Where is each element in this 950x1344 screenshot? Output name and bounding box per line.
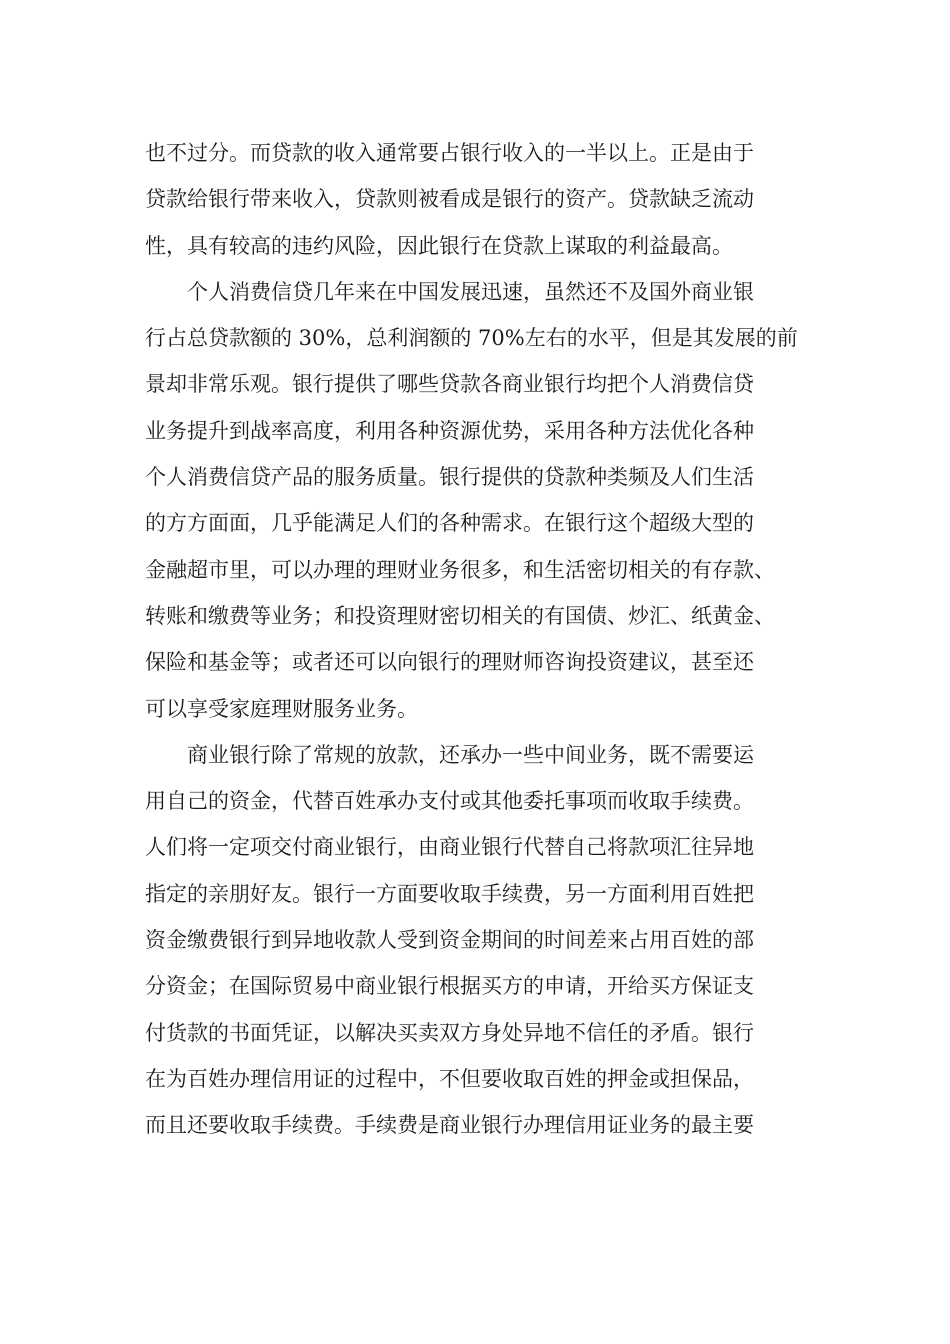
text-line: 保险和基金等；或者还可以向银行的理财师咨询投资建议，甚至还 [145, 650, 754, 675]
text-line: 付货款的书面凭证，以解决买卖双方身处异地不信任的矛盾。银行 [145, 1020, 754, 1045]
text-line: 个人消费信贷几年来在中国发展迅速，虽然还不及国外商业银 [187, 279, 754, 304]
paragraph [145, 732, 825, 1149]
body-text [145, 130, 825, 1149]
text-line: 指定的亲朋好友。银行一方面要收取手续费，另一方面利用百姓把 [145, 881, 754, 906]
paragraph [145, 269, 825, 732]
text-line: 资金缴费银行到异地收款人受到资金期间的时间差来占用百姓的部 [145, 928, 754, 953]
text-line: 业务提升到战率高度，利用各种资源优势，采用各种方法优化各种 [145, 418, 754, 443]
text-line: 行占总贷款额的 30%，总利润额的 70%左右的水平，但是其发展的前 [145, 326, 798, 351]
text-line: 可以享受家庭理财服务业务。 [145, 696, 418, 721]
text-line: 的方方面面，几乎能满足人们的各种需求。在银行这个超级大型的 [145, 511, 754, 536]
text-line: 而且还要收取手续费。手续费是商业银行办理信用证业务的最主要 [145, 1113, 754, 1138]
text-line: 金融超市里，可以办理的理财业务很多，和生活密切相关的有存款、 [145, 557, 775, 582]
text-line: 用自己的资金，代替百姓承办支付或其他委托事项而收取手续费。 [145, 789, 754, 814]
text-line: 景却非常乐观。银行提供了哪些贷款各商业银行均把个人消费信贷 [145, 372, 754, 397]
text-line: 贷款给银行带来收入，贷款则被看成是银行的资产。贷款缺乏流动 [145, 187, 754, 212]
paragraph [145, 130, 825, 269]
text-line: 转账和缴费等业务；和投资理财密切相关的有国债、炒汇、纸黄金、 [145, 603, 775, 628]
text-line: 也不过分。而贷款的收入通常要占银行收入的一半以上。正是由于 [145, 141, 754, 165]
text-line: 性，具有较高的违约风险，因此银行在贷款上谋取的利益最高。 [145, 233, 733, 258]
text-line: 人们将一定项交付商业银行，由商业银行代替自己将款项汇往异地 [145, 835, 754, 860]
text-line: 个人消费信贷产品的服务质量。银行提供的贷款种类频及人们生活 [145, 465, 754, 490]
text-line: 商业银行除了常规的放款，还承办一些中间业务，既不需要运 [187, 742, 754, 767]
text-line: 在为百姓办理信用证的过程中，不但要收取百姓的押金或担保品， [145, 1066, 754, 1091]
text-line: 分资金；在国际贸易中商业银行根据买方的申请，开给买方保证支 [145, 974, 754, 999]
